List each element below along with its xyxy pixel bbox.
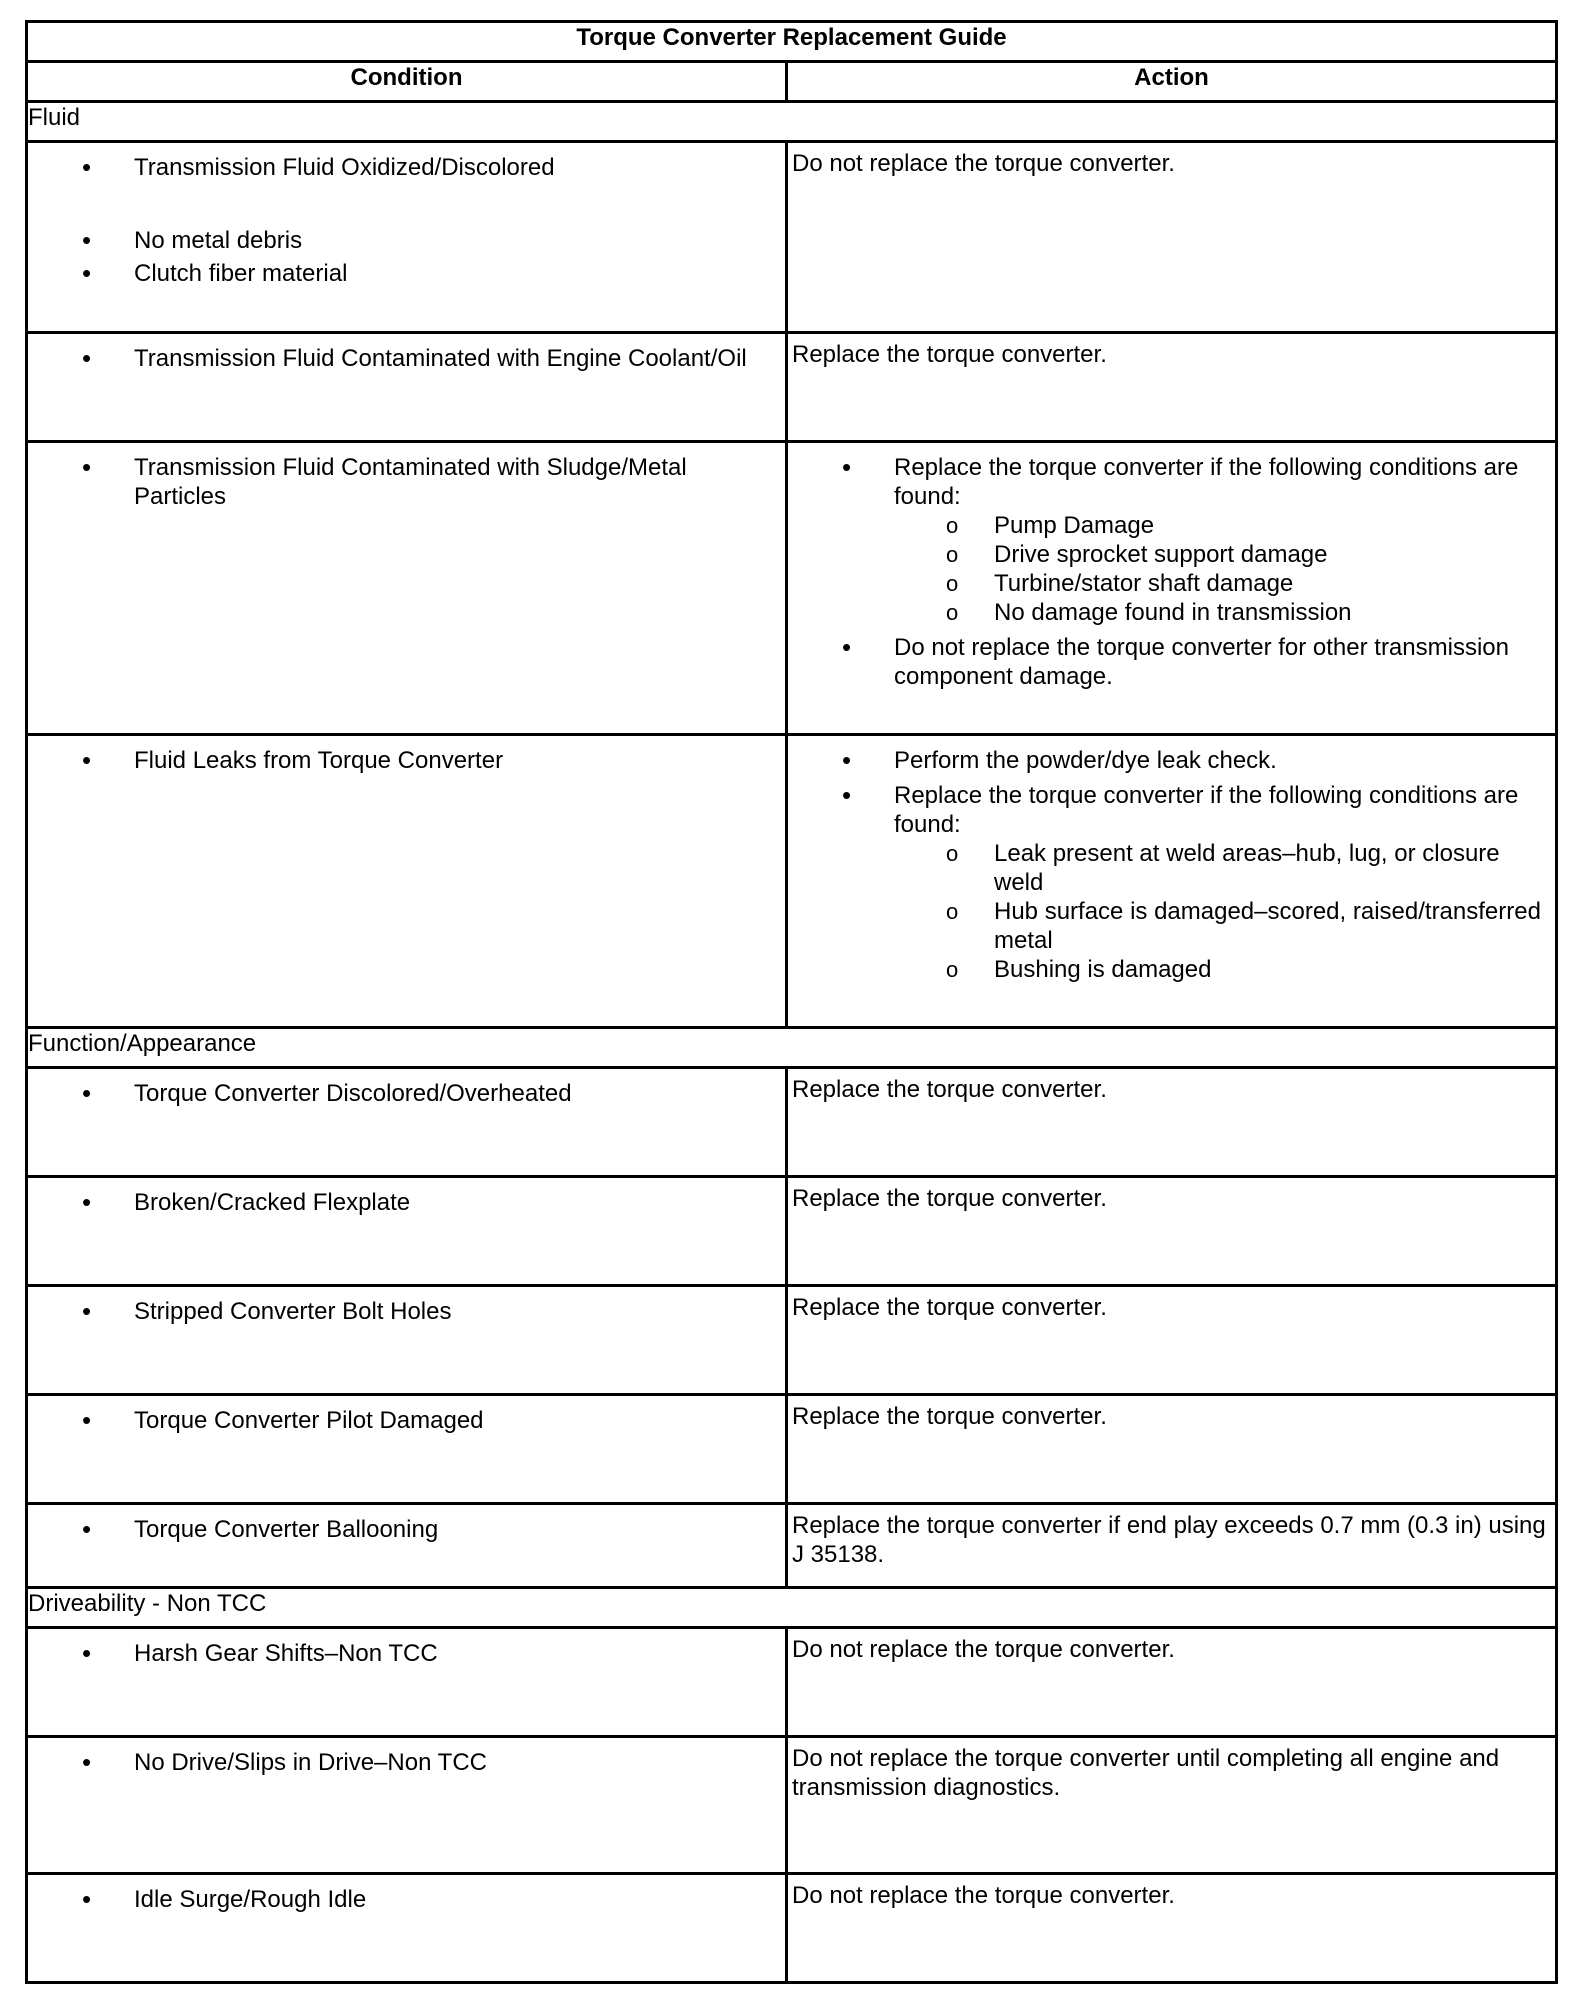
condition-cell [27, 333, 787, 442]
action-cell [787, 1504, 1557, 1588]
action-header: Action [787, 62, 1557, 102]
action-text: Replace the torque converter. [792, 1185, 1107, 1212]
table-row [27, 1286, 1557, 1395]
condition-item: • Stripped Converter Bolt Holes [28, 1297, 781, 1326]
action-item-text: Replace the torque converter if the following conditions are found: [894, 782, 1519, 838]
section-function-appearance: Function/Appearance [27, 1028, 1557, 1068]
action-subitem: o No damage found in transmission [788, 598, 1545, 627]
table-row [27, 1504, 1557, 1588]
action-cell [787, 1628, 1557, 1737]
table-row [27, 1395, 1557, 1504]
action-item [788, 633, 1545, 691]
action-cell [787, 735, 1557, 1028]
table-title: Torque Converter Replacement Guide [27, 22, 1557, 62]
action-text: Replace the torque converter. [792, 341, 1107, 368]
condition-item: • Transmission Fluid Oxidized/Discolored [28, 153, 781, 182]
condition-cell [27, 142, 787, 333]
condition-item: • Broken/Cracked Flexplate [28, 1188, 781, 1217]
table-row [27, 1628, 1557, 1737]
action-text: Replace the torque converter. [792, 1294, 1107, 1321]
action-cell [787, 1737, 1557, 1874]
action-subitem: o Bushing is damaged [788, 955, 1545, 984]
condition-item: • Torque Converter Pilot Damaged [28, 1406, 781, 1435]
table-row [27, 1737, 1557, 1874]
action-item [788, 453, 1545, 627]
action-text: Do not replace the torque converter. [792, 1636, 1175, 1663]
condition-item: • Torque Converter Discolored/Overheated [28, 1079, 781, 1108]
torque-converter-guide-table [25, 20, 1558, 1984]
table-row [27, 442, 1557, 735]
action-text: Do not replace the torque converter until completing all engine and transmission diagnostics. [792, 1745, 1500, 1801]
action-subitem: o Leak present at weld areas–hub, lug, or closure weld [788, 839, 1545, 897]
action-cell [787, 1177, 1557, 1286]
table-row [27, 1177, 1557, 1286]
action-cell [787, 1068, 1557, 1177]
action-text: Replace the torque converter. [792, 1403, 1107, 1430]
condition-item: • Clutch fiber material [28, 259, 781, 288]
table-row [27, 1068, 1557, 1177]
action-item-text: Perform the powder/dye leak check. [894, 747, 1277, 774]
section-driveability: Driveability - Non TCC [27, 1588, 1557, 1628]
condition-header: Condition [27, 62, 787, 102]
condition-item: • Harsh Gear Shifts–Non TCC [28, 1639, 781, 1668]
table-row [27, 142, 1557, 333]
action-cell [787, 142, 1557, 333]
condition-cell [27, 1628, 787, 1737]
action-item-text: Replace the torque converter if the following conditions are found: [894, 454, 1519, 510]
table-row [27, 333, 1557, 442]
condition-item: • No Drive/Slips in Drive–Non TCC [28, 1748, 781, 1777]
action-cell [787, 442, 1557, 735]
condition-cell [27, 1504, 787, 1588]
condition-item: • No metal debris [28, 226, 781, 255]
condition-item: • Fluid Leaks from Torque Converter [28, 746, 781, 775]
action-subitem: o Turbine/stator shaft damage [788, 569, 1545, 598]
condition-item: • Torque Converter Ballooning [28, 1515, 781, 1544]
condition-cell [27, 735, 787, 1028]
action-text: Do not replace the torque converter. [792, 150, 1175, 177]
condition-cell [27, 1874, 787, 1983]
action-subitem: o Pump Damage [788, 511, 1545, 540]
action-text: Do not replace the torque converter. [792, 1882, 1175, 1909]
action-cell [787, 1874, 1557, 1983]
action-item-text: Do not replace the torque converter for other transmission component damage. [894, 634, 1509, 690]
action-subitem: o Hub surface is damaged–scored, raised/transferred metal [788, 897, 1545, 955]
condition-cell [27, 1068, 787, 1177]
action-text: Replace the torque converter if end play exceeds 0.7 mm (0.3 in) using J 35138. [792, 1512, 1546, 1568]
condition-item: • Transmission Fluid Contaminated with Sludge/Metal Particles [28, 453, 781, 511]
condition-item: • Transmission Fluid Contaminated with Engine Coolant/Oil [28, 344, 781, 373]
condition-cell [27, 1395, 787, 1504]
condition-item: • Idle Surge/Rough Idle [28, 1885, 781, 1914]
action-item [788, 746, 1545, 775]
action-subitem: o Drive sprocket support damage [788, 540, 1545, 569]
action-cell [787, 333, 1557, 442]
table-row [27, 735, 1557, 1028]
action-item [788, 781, 1545, 984]
action-cell [787, 1286, 1557, 1395]
condition-cell [27, 1737, 787, 1874]
table-row [27, 1874, 1557, 1983]
condition-cell [27, 1286, 787, 1395]
action-text: Replace the torque converter. [792, 1076, 1107, 1103]
condition-cell [27, 1177, 787, 1286]
action-cell [787, 1395, 1557, 1504]
section-fluid: Fluid [27, 102, 1557, 142]
condition-cell [27, 442, 787, 735]
